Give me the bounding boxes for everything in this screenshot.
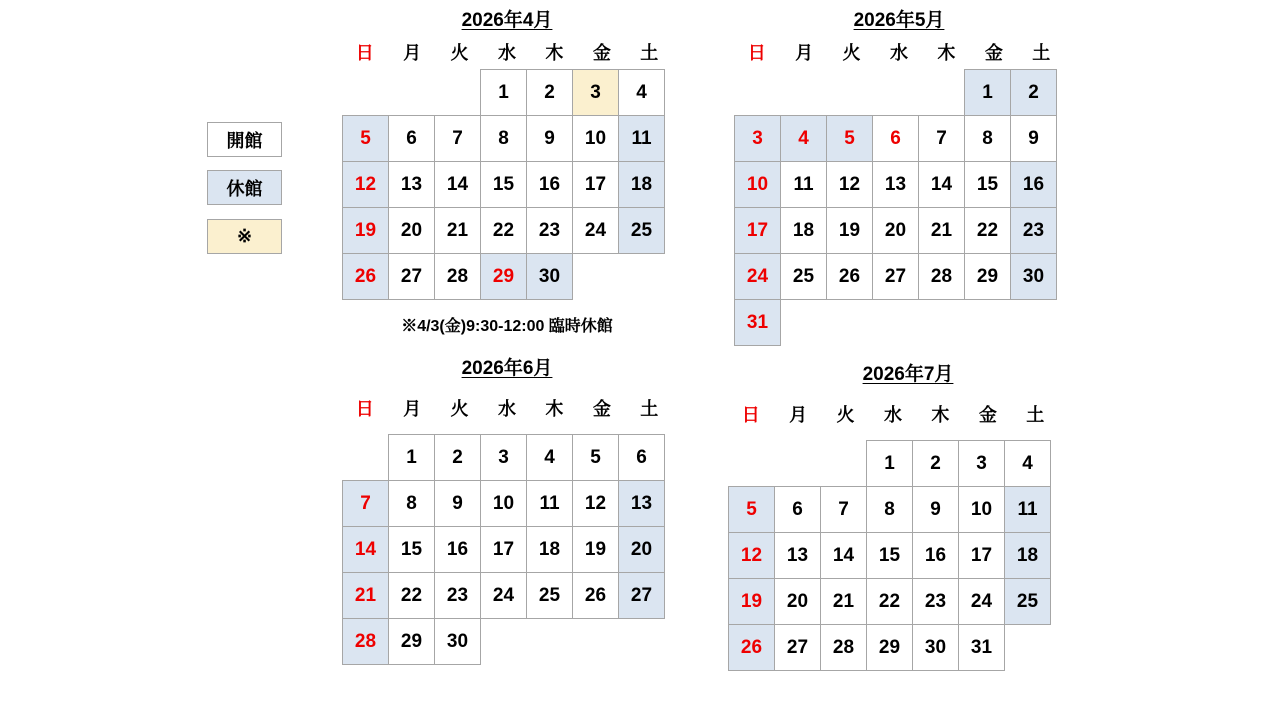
day-cell-22: 22 [389, 573, 435, 619]
day-cell-26: 26 [729, 625, 775, 671]
day-cell-25: 25 [781, 254, 827, 300]
day-cell-12: 12 [573, 481, 619, 527]
weekday-label: 月 [403, 399, 422, 419]
day-cell-24: 24 [573, 208, 619, 254]
calendar-week-row [343, 116, 665, 162]
calendar-july-2026 [727, 356, 1059, 671]
day-cell-4: 4 [1005, 441, 1051, 487]
day-cell-10: 10 [573, 116, 619, 162]
day-cell-8: 8 [389, 481, 435, 527]
day-cell-20: 20 [619, 527, 665, 573]
calendar-grid [734, 69, 1057, 346]
day-cell-25: 25 [619, 208, 665, 254]
empty-cell [389, 70, 435, 116]
weekday-header-row [341, 398, 673, 420]
day-cell-15: 15 [389, 527, 435, 573]
legend-open-box [207, 122, 282, 157]
day-cell-6: 6 [775, 487, 821, 533]
empty-cell [1011, 300, 1057, 346]
empty-cell [965, 300, 1011, 346]
empty-cell [919, 300, 965, 346]
weekday-label: 木 [545, 43, 564, 63]
calendar-week-row [343, 481, 665, 527]
day-cell-28: 28 [821, 625, 867, 671]
day-cell-1: 1 [389, 435, 435, 481]
day-cell-12: 12 [827, 162, 873, 208]
weekday-label: 火 [842, 43, 861, 63]
calendar-week-row [729, 579, 1051, 625]
weekday-label: 火 [450, 43, 469, 63]
day-cell-10: 10 [735, 162, 781, 208]
day-cell-20: 20 [389, 208, 435, 254]
day-cell-8: 8 [481, 116, 527, 162]
day-cell-29: 29 [389, 619, 435, 665]
day-cell-30: 30 [1011, 254, 1057, 300]
day-cell-9: 9 [1011, 116, 1057, 162]
calendar-april-2026 [341, 8, 673, 336]
day-cell-7: 7 [435, 116, 481, 162]
weekday-label: 金 [592, 399, 611, 419]
day-cell-26: 26 [827, 254, 873, 300]
day-cell-26: 26 [573, 573, 619, 619]
weekday-label: 火 [450, 399, 469, 419]
day-cell-21: 21 [435, 208, 481, 254]
day-cell-7: 7 [343, 481, 389, 527]
day-cell-9: 9 [527, 116, 573, 162]
day-cell-27: 27 [389, 254, 435, 300]
day-cell-17: 17 [959, 533, 1005, 579]
empty-cell [619, 254, 665, 300]
month-title: 2026年7月 [862, 364, 954, 385]
day-cell-16: 16 [435, 527, 481, 573]
calendar-week-row [343, 527, 665, 573]
day-cell-17: 17 [481, 527, 527, 573]
legend-closed-box [207, 170, 282, 205]
empty-cell [573, 254, 619, 300]
day-cell-20: 20 [873, 208, 919, 254]
day-cell-12: 12 [729, 533, 775, 579]
day-cell-30: 30 [913, 625, 959, 671]
day-cell-5: 5 [729, 487, 775, 533]
weekday-label: 木 [545, 399, 564, 419]
day-cell-8: 8 [965, 116, 1011, 162]
day-cell-25: 25 [527, 573, 573, 619]
calendar-week-row [343, 70, 665, 116]
empty-cell [343, 435, 389, 481]
day-cell-3: 3 [481, 435, 527, 481]
day-cell-1: 1 [481, 70, 527, 116]
legend-closed-label: 休館 [226, 178, 263, 199]
weekday-label: 水 [497, 399, 516, 419]
day-cell-28: 28 [435, 254, 481, 300]
day-cell-24: 24 [959, 579, 1005, 625]
weekday-header-row [727, 404, 1059, 426]
day-cell-29: 29 [965, 254, 1011, 300]
legend-open-label: 開館 [226, 130, 263, 151]
weekday-label: 水 [497, 43, 516, 63]
day-cell-13: 13 [619, 481, 665, 527]
day-cell-30: 30 [435, 619, 481, 665]
calendar-week-row [729, 625, 1051, 671]
calendar-week-row [343, 435, 665, 481]
day-cell-16: 16 [1011, 162, 1057, 208]
month-title: 2026年5月 [853, 10, 945, 31]
day-cell-1: 1 [965, 70, 1011, 116]
day-cell-22: 22 [867, 579, 913, 625]
calendar-week-row [343, 573, 665, 619]
day-cell-26: 26 [343, 254, 389, 300]
day-cell-29: 29 [867, 625, 913, 671]
day-cell-7: 7 [821, 487, 867, 533]
calendar-week-row [735, 116, 1057, 162]
calendar-week-row [735, 300, 1057, 346]
day-cell-16: 16 [527, 162, 573, 208]
empty-cell [343, 70, 389, 116]
day-cell-25: 25 [1005, 579, 1051, 625]
day-cell-6: 6 [873, 116, 919, 162]
day-cell-23: 23 [913, 579, 959, 625]
calendar-grid [728, 440, 1051, 671]
empty-cell [781, 70, 827, 116]
day-cell-21: 21 [343, 573, 389, 619]
weekday-label: 日 [747, 43, 766, 63]
calendar-week-row [735, 208, 1057, 254]
day-cell-9: 9 [913, 487, 959, 533]
day-cell-10: 10 [481, 481, 527, 527]
day-cell-4: 4 [619, 70, 665, 116]
empty-cell [619, 619, 665, 665]
day-cell-19: 19 [573, 527, 619, 573]
empty-cell [573, 619, 619, 665]
day-cell-5: 5 [827, 116, 873, 162]
calendar-week-row [343, 208, 665, 254]
empty-cell [827, 70, 873, 116]
day-cell-18: 18 [1005, 533, 1051, 579]
day-cell-2: 2 [1011, 70, 1057, 116]
calendar-june-2026 [341, 356, 673, 665]
day-cell-4: 4 [527, 435, 573, 481]
day-cell-29: 29 [481, 254, 527, 300]
day-cell-13: 13 [389, 162, 435, 208]
weekday-label: 火 [836, 405, 855, 425]
weekday-label: 金 [984, 43, 1003, 63]
day-cell-15: 15 [965, 162, 1011, 208]
day-cell-6: 6 [389, 116, 435, 162]
empty-cell [729, 441, 775, 487]
day-cell-2: 2 [527, 70, 573, 116]
day-cell-5: 5 [573, 435, 619, 481]
day-cell-20: 20 [775, 579, 821, 625]
empty-cell [527, 619, 573, 665]
calendar-grid [342, 69, 665, 300]
calendar-week-row [729, 487, 1051, 533]
day-cell-21: 21 [821, 579, 867, 625]
day-cell-1: 1 [867, 441, 913, 487]
calendar-week-row [735, 162, 1057, 208]
empty-cell [919, 70, 965, 116]
empty-cell [775, 441, 821, 487]
weekday-label: 金 [592, 43, 611, 63]
temporary-closure-note: ※4/3(金)9:30-12:00 臨時休館 [401, 318, 613, 335]
day-cell-15: 15 [481, 162, 527, 208]
day-cell-19: 19 [729, 579, 775, 625]
weekday-label: 金 [978, 405, 997, 425]
day-cell-23: 23 [527, 208, 573, 254]
day-cell-11: 11 [527, 481, 573, 527]
weekday-label: 木 [931, 405, 950, 425]
day-cell-4: 4 [781, 116, 827, 162]
day-cell-2: 2 [435, 435, 481, 481]
weekday-header-row [341, 42, 673, 64]
day-cell-24: 24 [735, 254, 781, 300]
weekday-label: 水 [883, 405, 902, 425]
day-cell-24: 24 [481, 573, 527, 619]
weekday-label: 日 [355, 399, 374, 419]
calendar-week-row [343, 619, 665, 665]
day-cell-13: 13 [775, 533, 821, 579]
day-cell-31: 31 [959, 625, 1005, 671]
day-cell-18: 18 [619, 162, 665, 208]
weekday-label: 水 [889, 43, 908, 63]
weekday-label: 木 [937, 43, 956, 63]
weekday-label: 土 [640, 43, 659, 63]
day-cell-7: 7 [919, 116, 965, 162]
day-cell-13: 13 [873, 162, 919, 208]
day-cell-11: 11 [1005, 487, 1051, 533]
day-cell-6: 6 [619, 435, 665, 481]
day-cell-14: 14 [821, 533, 867, 579]
calendar-grid [342, 434, 665, 665]
empty-cell [735, 70, 781, 116]
calendar-may-2026 [733, 8, 1065, 346]
calendar-week-row [729, 533, 1051, 579]
weekday-label: 月 [403, 43, 422, 63]
month-title: 2026年4月 [461, 10, 553, 31]
day-cell-18: 18 [527, 527, 573, 573]
weekday-label: 月 [795, 43, 814, 63]
day-cell-2: 2 [913, 441, 959, 487]
empty-cell [781, 300, 827, 346]
day-cell-23: 23 [1011, 208, 1057, 254]
empty-cell [821, 441, 867, 487]
day-cell-28: 28 [343, 619, 389, 665]
day-cell-18: 18 [781, 208, 827, 254]
calendar-week-row [343, 162, 665, 208]
calendar-week-row [729, 441, 1051, 487]
weekday-label: 土 [1026, 405, 1045, 425]
weekday-label: 日 [355, 43, 374, 63]
day-cell-17: 17 [735, 208, 781, 254]
empty-cell [873, 300, 919, 346]
day-cell-10: 10 [959, 487, 1005, 533]
weekday-label: 土 [1032, 43, 1051, 63]
empty-cell [827, 300, 873, 346]
calendar-week-row [735, 254, 1057, 300]
day-cell-12: 12 [343, 162, 389, 208]
month-title: 2026年6月 [461, 358, 553, 379]
day-cell-22: 22 [481, 208, 527, 254]
day-cell-22: 22 [965, 208, 1011, 254]
day-cell-11: 11 [781, 162, 827, 208]
day-cell-5: 5 [343, 116, 389, 162]
weekday-label: 日 [741, 405, 760, 425]
day-cell-17: 17 [573, 162, 619, 208]
empty-cell [481, 619, 527, 665]
day-cell-16: 16 [913, 533, 959, 579]
day-cell-3: 3 [735, 116, 781, 162]
empty-cell [435, 70, 481, 116]
day-cell-14: 14 [919, 162, 965, 208]
day-cell-3: 3 [573, 70, 619, 116]
day-cell-27: 27 [775, 625, 821, 671]
day-cell-19: 19 [827, 208, 873, 254]
weekday-label: 月 [789, 405, 808, 425]
day-cell-28: 28 [919, 254, 965, 300]
legend-note-label: ※ [236, 226, 253, 246]
day-cell-14: 14 [435, 162, 481, 208]
day-cell-11: 11 [619, 116, 665, 162]
day-cell-27: 27 [619, 573, 665, 619]
calendar-week-row [735, 70, 1057, 116]
day-cell-27: 27 [873, 254, 919, 300]
day-cell-31: 31 [735, 300, 781, 346]
day-cell-3: 3 [959, 441, 1005, 487]
day-cell-8: 8 [867, 487, 913, 533]
legend-note-box [207, 219, 282, 254]
day-cell-14: 14 [343, 527, 389, 573]
day-cell-30: 30 [527, 254, 573, 300]
weekday-header-row [733, 42, 1065, 64]
empty-cell [873, 70, 919, 116]
weekday-label: 土 [640, 399, 659, 419]
day-cell-21: 21 [919, 208, 965, 254]
empty-cell [1005, 625, 1051, 671]
day-cell-15: 15 [867, 533, 913, 579]
day-cell-9: 9 [435, 481, 481, 527]
day-cell-19: 19 [343, 208, 389, 254]
calendar-week-row [343, 254, 665, 300]
day-cell-23: 23 [435, 573, 481, 619]
